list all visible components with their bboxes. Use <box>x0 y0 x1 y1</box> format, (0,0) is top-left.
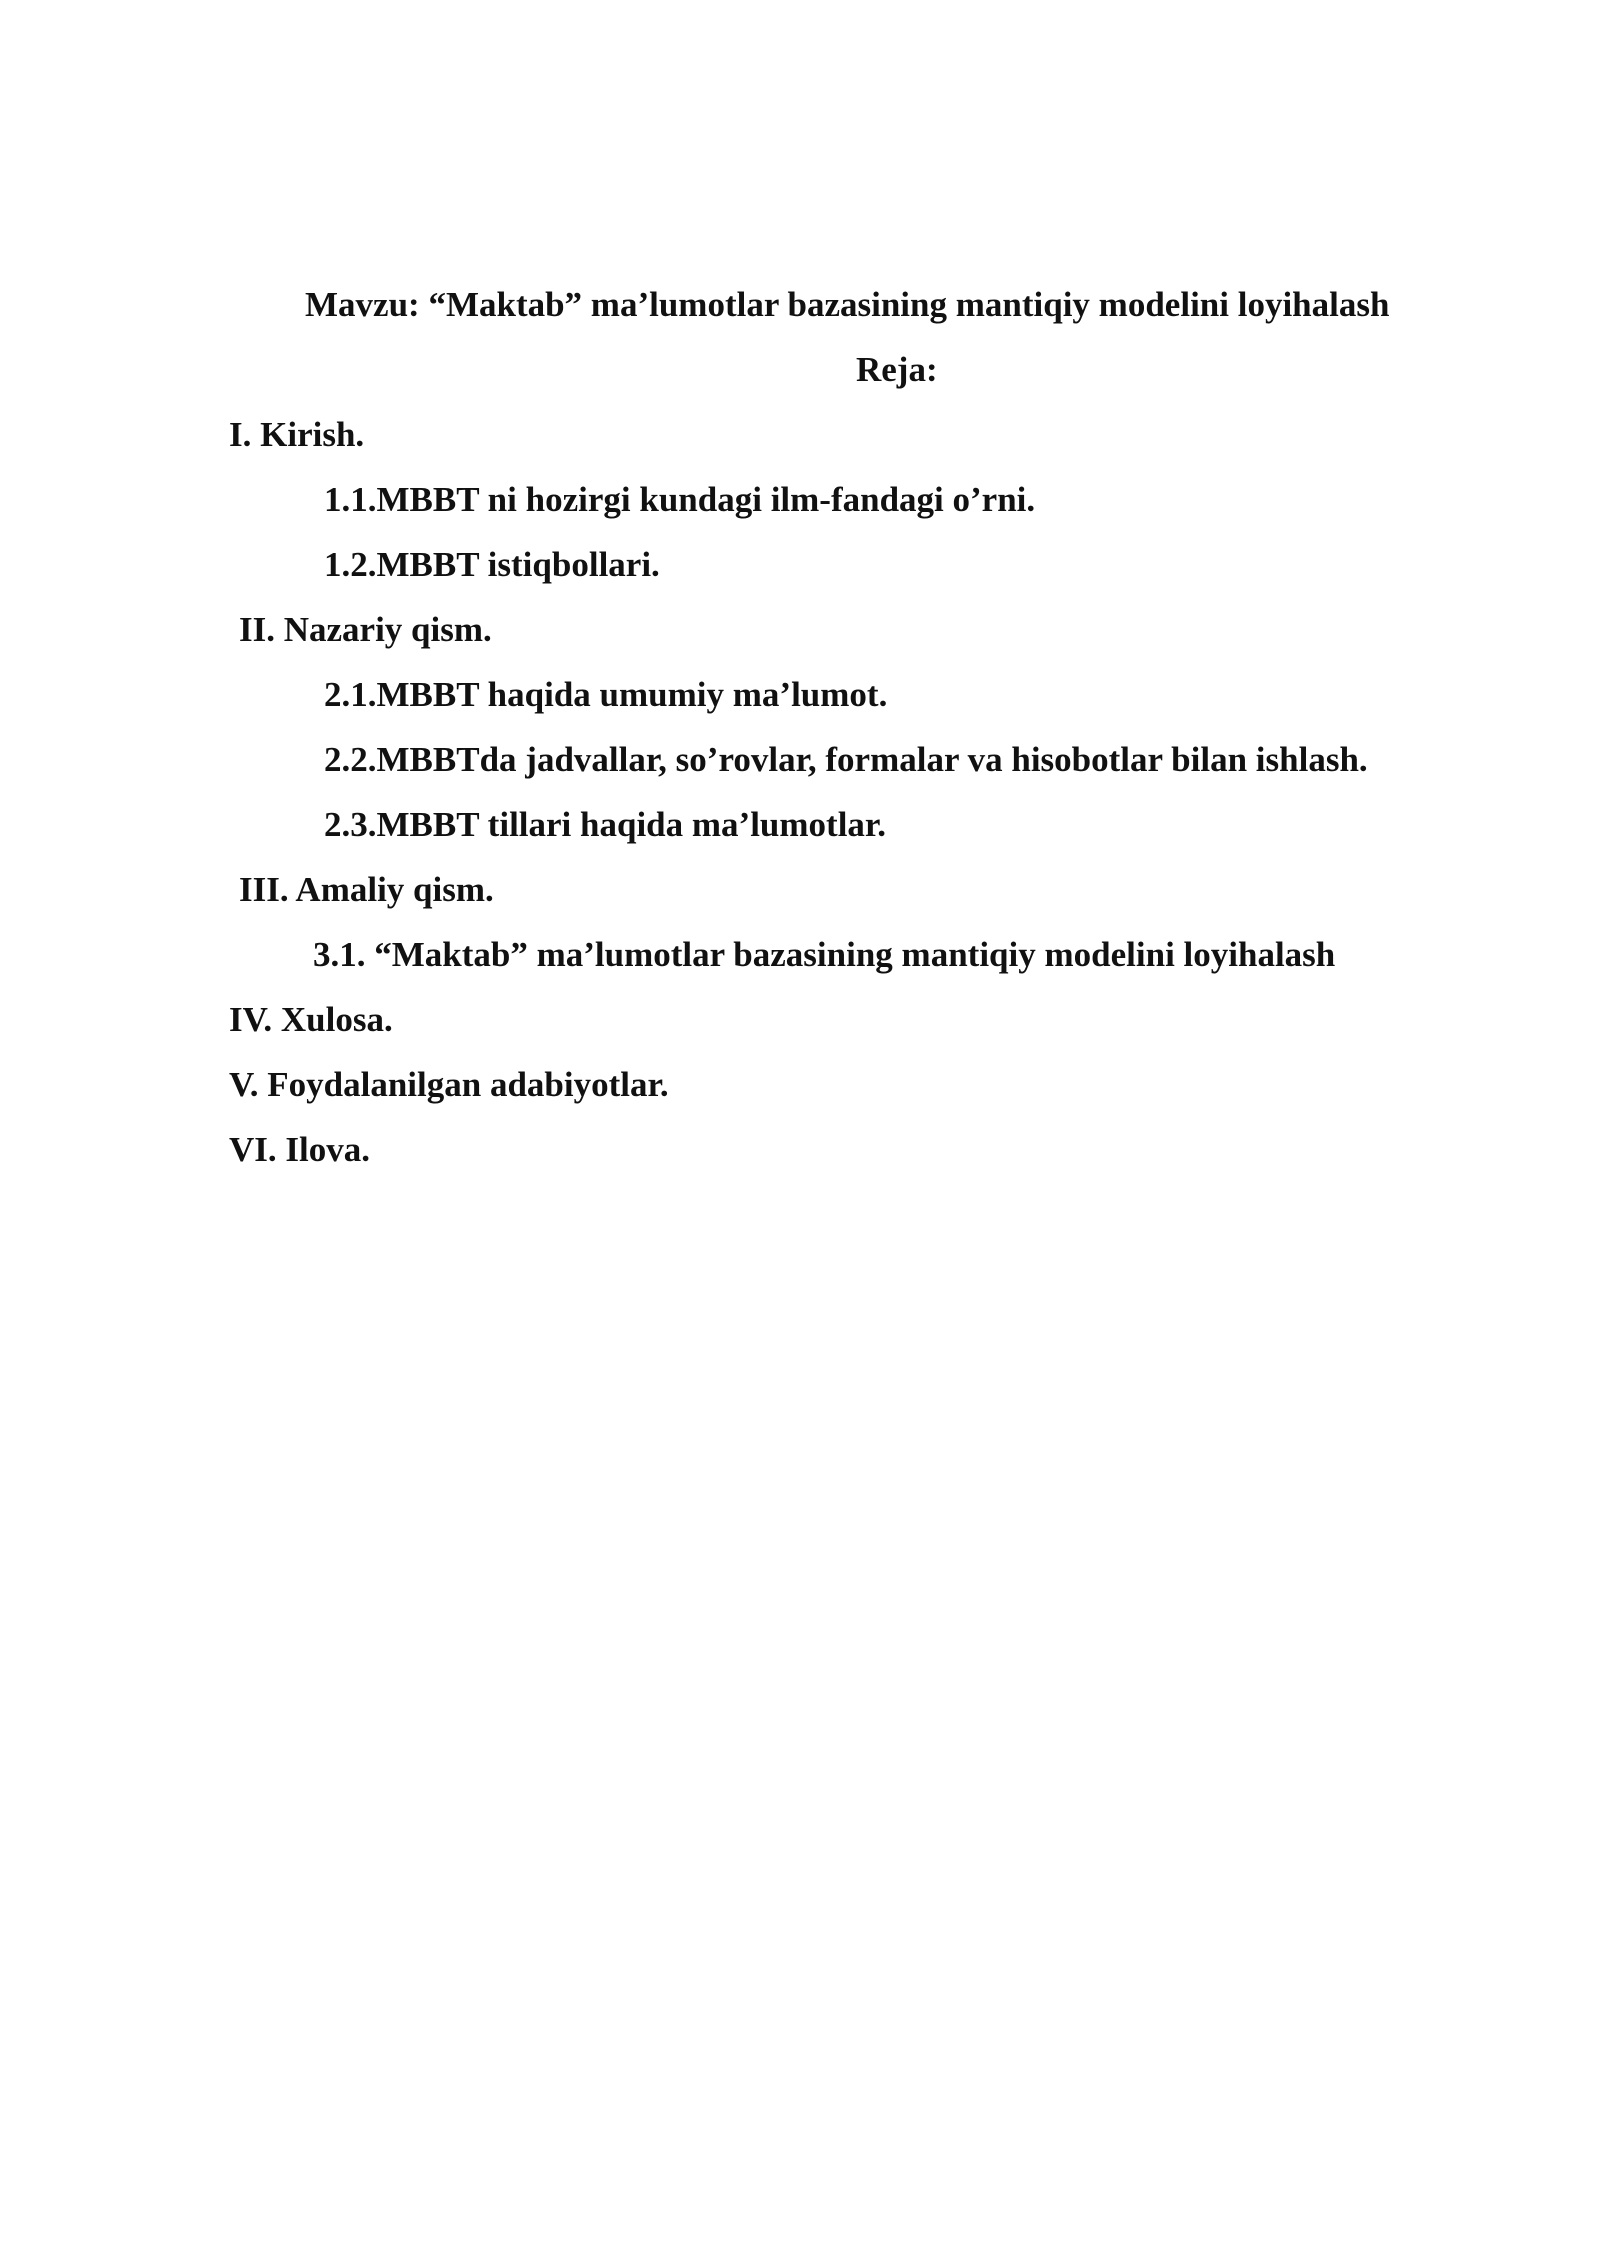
plan-subsection-2-3: 2.3.MBBT tillari haqida ma’lumotlar. <box>324 805 886 844</box>
document-title: Mavzu: “Maktab” ma’lumotlar bazasining mantiqiy modelini loyihalash <box>305 285 1390 324</box>
plan-heading: Reja: <box>856 350 938 389</box>
plan-subsection-1-1: 1.1.MBBT ni hozirgi kundagi ilm-fandagi o’rni. <box>324 480 1036 519</box>
plan-section-5: V. Foydalanilgan adabiyotlar. <box>229 1065 669 1104</box>
plan-section-4: IV. Xulosa. <box>229 1000 393 1039</box>
plan-section-1: I. Kirish. <box>229 415 365 454</box>
plan-subsection-2-2: 2.2.MBBTda jadvallar, so’rovlar, formalar va hisobotlar bilan ishlash. <box>324 740 1368 779</box>
plan-section-6: VI. Ilova. <box>229 1130 370 1169</box>
plan-subsection-1-2: 1.2.MBBT istiqbollari. <box>324 545 660 584</box>
plan-section-3: III. Amaliy qism. <box>239 870 494 909</box>
plan-subsection-3-1: 3.1. “Maktab” ma’lumotlar bazasining mantiqiy modelini loyihalash <box>313 935 1336 974</box>
plan-section-2: II. Nazariy qism. <box>239 610 492 649</box>
plan-subsection-2-1: 2.1.MBBT haqida umumiy ma’lumot. <box>324 675 888 714</box>
